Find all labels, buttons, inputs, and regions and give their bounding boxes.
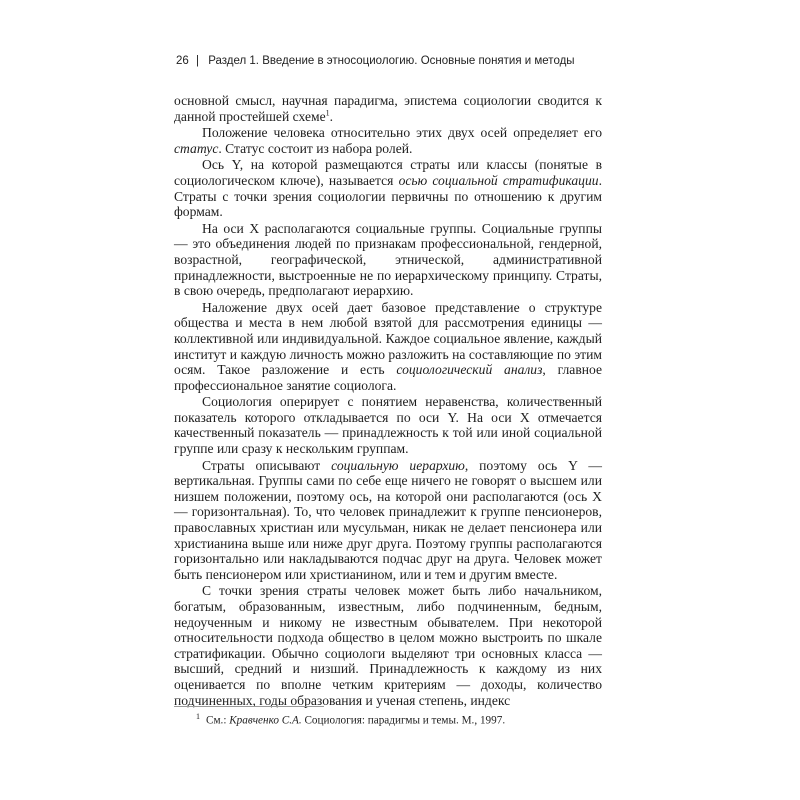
paragraph-text: Ось Y, на которой размещаются страты или классы (понятые в социологическом ключе), называется: [174, 157, 602, 188]
footnote-source: Социология: парадигмы и темы. М., 1997.: [301, 714, 506, 727]
emphasis-term: осью социальной стратификации: [398, 172, 599, 188]
paragraph-text: Социология оперирует с понятием неравенства, количественный показатель которого откладывается по оси Y. На оси X отмечается качественный показатель — принадлежность к той или иной социальной группе или сразу к нескольким группам.: [174, 394, 602, 457]
emphasis-term: статус: [174, 140, 219, 156]
paragraph-text: . Страты с точки зрения социологии первичны по отношению к другим формам.: [174, 172, 602, 220]
footnote: [196, 712, 596, 727]
header-separator: |: [196, 55, 199, 67]
paragraph-text: , главное профессиональное занятие социолога.: [174, 362, 603, 393]
paragraph-4: [174, 221, 602, 299]
paragraph-text: основной смысл, научная парадигма, эпистема социологии сводится к данной простейшей схеме: [174, 93, 602, 124]
paragraph-5: [174, 300, 602, 394]
paragraph-8: [174, 583, 602, 708]
emphasis-term: социологический анализ: [396, 362, 543, 378]
page-number: 26: [176, 55, 189, 67]
footnote-divider: [174, 706, 324, 707]
paragraph-text: Страты описывают: [202, 457, 332, 473]
paragraph-6: [174, 394, 602, 456]
paragraph-3: [174, 157, 602, 219]
paragraph-text: , поэтому ось Y — вертикальная. Группы сами по себе еще ничего не говорят о высшем или низшем положении, поэтому ось, на которой они располагаются (ось X — горизонтальная). То, что человек принадлежит к группе пенсионеров, православных христиан или мусульман, никак не делает пенсионера или христианина выше или ниже друг друга. Поэтому группы располагаются горизонтально или накладываются подчас друг на друга. Человек может быть пенсионером или христианином, или и тем и другим вместе.: [174, 457, 603, 582]
footnote-prefix: См.:: [206, 714, 230, 727]
paragraph-text: Положение человека относительно этих двух осей определяет его: [202, 125, 602, 141]
footnote-mark: 1: [196, 712, 200, 721]
footnote-author: Кравченко С.А.: [229, 714, 302, 727]
footnote-ref[interactable]: 1: [325, 108, 330, 118]
body-text: [174, 93, 602, 708]
running-header: [176, 55, 626, 67]
paragraph-text: С точки зрения страты человек может быть либо начальником, богатым, образованным, известным, либо подчиненным, бедным, недоученным и никому не известным обывателем. При некоторой относительности подхода общество в целом можно выстроить по шкале стратификации. Обычно социологи выделяют три основных класса — высший, средний и низший. Принадлежность к каждому из них оценивается по вполне четким критериям — доходы, количество подчиненных, годы образования и ученая степень, индекс: [174, 583, 602, 708]
paragraph-text: На оси X располагаются социальные группы. Социальные группы — это объединения людей по признакам профессиональной, гендерной, возрастной, географической, этнической, административной принадлежности, выстроенные не по иерархическому принципу. Страты, в свою очередь, предполагают иерархию.: [174, 220, 602, 299]
paragraph-text: . Статус состоит из набора ролей.: [218, 140, 413, 156]
running-title: Раздел 1. Введение в этносоциологию. Основные понятия и методы: [208, 55, 575, 67]
paragraph-7: [174, 458, 602, 583]
paragraph-2: [174, 125, 602, 156]
paragraph-text: .: [329, 108, 334, 124]
emphasis-term: социальную иерархию: [331, 457, 465, 473]
paragraph-1: [174, 93, 602, 124]
paragraph-text: Наложение двух осей дает базовое представление о структуре общества и места в нем любой взятой для рассмотрения единицы — коллективной или индивидуальной. Каждое социальное явление, каждый институт и каждую личность можно разложить на составляющие по этим осям. Такое разложение и есть: [174, 299, 602, 378]
